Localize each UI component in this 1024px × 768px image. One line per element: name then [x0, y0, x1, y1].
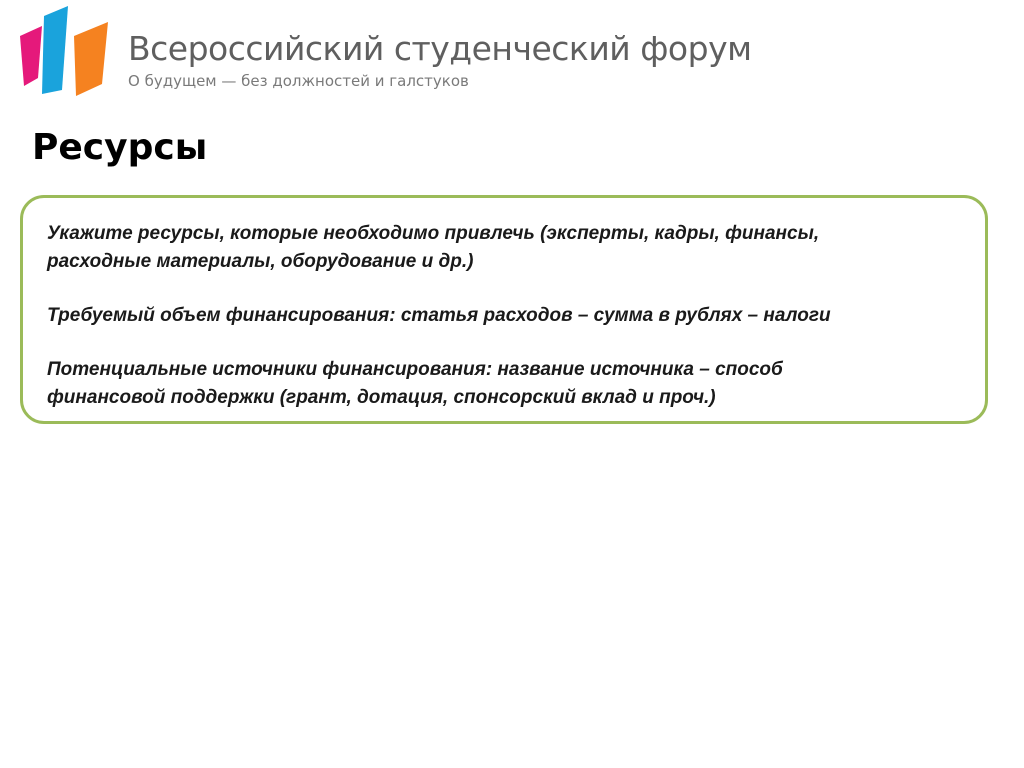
funding-volume-paragraph — [47, 302, 961, 330]
logo-blue-stripe — [42, 6, 68, 94]
resources-content-box — [20, 195, 988, 424]
logo-pink-stripe — [20, 26, 42, 86]
paragraph-line: Потенциальные источники финансирования: название источника – способ — [47, 359, 783, 380]
forum-logo-icon — [18, 6, 110, 98]
forum-title: Всероссийский студенческий форум — [128, 29, 752, 68]
funding-sources-paragraph — [47, 356, 961, 412]
paragraph-line: Требуемый объем финансирования: статья расходов – сумма в рублях – налоги — [47, 305, 831, 326]
paragraph-line: финансовой поддержки (грант, дотация, спонсорский вклад и проч.) — [47, 387, 716, 408]
page-title: Ресурсы — [32, 127, 208, 168]
paragraph-line: расходные материалы, оборудование и др.) — [47, 251, 474, 272]
forum-tagline: О будущем — без должностей и галстуков — [128, 72, 469, 90]
header — [0, 0, 1024, 110]
paragraph-line: Укажите ресурсы, которые необходимо привлечь (эксперты, кадры, финансы, — [47, 223, 820, 244]
resources-paragraph — [47, 220, 961, 276]
logo-orange-stripe — [74, 22, 108, 96]
